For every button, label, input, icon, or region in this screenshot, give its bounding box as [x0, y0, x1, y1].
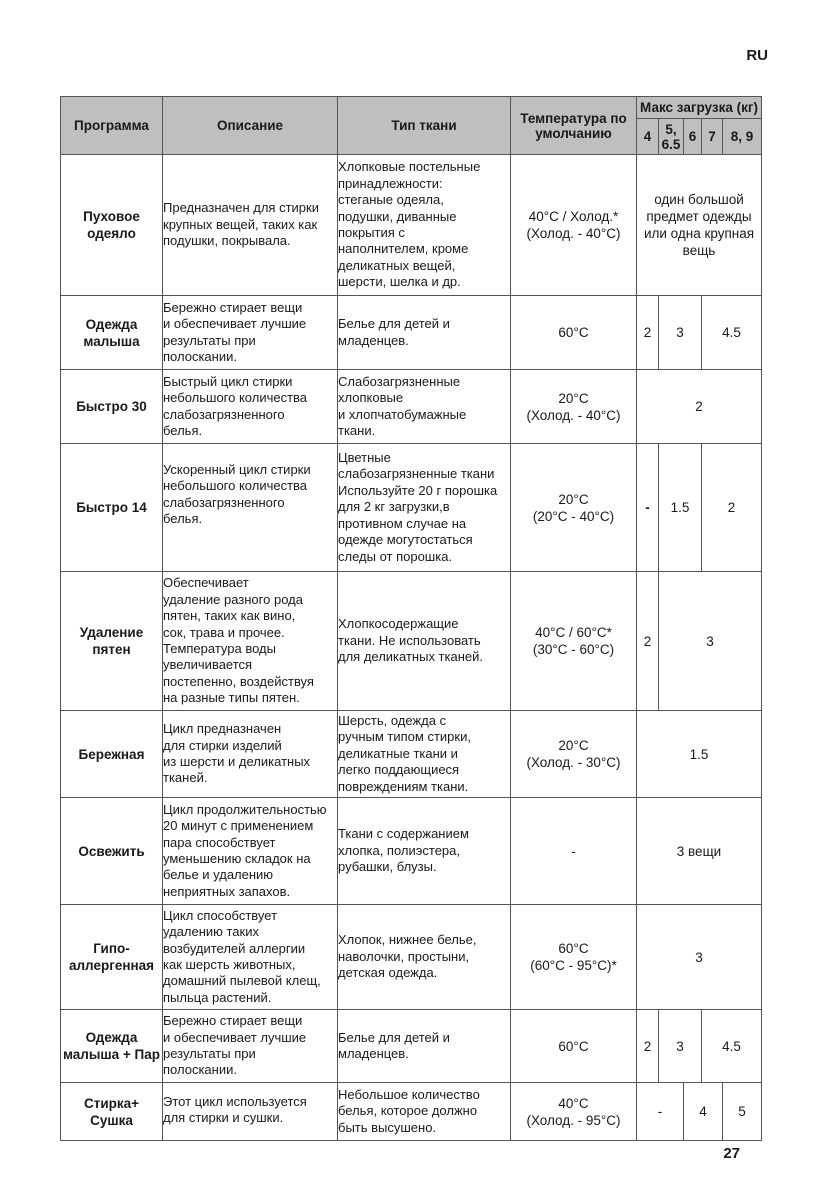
header-description: Описание — [163, 97, 338, 155]
default-temperature: 60°C (60°C - 95°C)* — [511, 905, 637, 1010]
header-load-8-9: 8, 9 — [723, 119, 762, 155]
max-load: 2 — [637, 1010, 659, 1083]
program-name: Пуховое одеяло — [61, 155, 163, 296]
max-load: - — [637, 1083, 684, 1141]
program-name: Удаление пятен — [61, 572, 163, 711]
program-name: Одежда малыша — [61, 296, 163, 370]
max-load: 1.5 — [637, 711, 762, 798]
fabric-type: Шерсть, одежда с ручным типом стирки, деликатные ткани и легко поддающиеся повреждениям ткани. — [338, 711, 511, 798]
default-temperature: 20°C (Холод. - 30°C) — [511, 711, 637, 798]
max-load: 2 — [637, 572, 659, 711]
header-load-4: 4 — [637, 119, 659, 155]
max-load: 3 вещи — [637, 798, 762, 905]
default-temperature: - — [511, 798, 637, 905]
program-description: Бережно стирает вещи и обеспечивает лучшие результаты при полоскании. — [163, 1010, 338, 1083]
program-description: Обеспечивает удаление разного рода пятен, таких как вино, сок, трава и прочее. Температура воды увеличивается постепенно, воздействуя на разные типы пятен. — [163, 572, 338, 711]
header-program: Программа — [61, 97, 163, 155]
program-description: Цикл продолжительностью 20 минут с применением пара способствует уменьшению складок на белье и удалению неприятных запахов. — [163, 798, 338, 905]
table-row — [61, 572, 762, 711]
header-load-6: 6 — [684, 119, 702, 155]
table-row — [61, 444, 762, 572]
fabric-type: Цветные слабозагрязненные ткани Используйте 20 г порошка для 2 кг загрузки,в противном случае на одежде могутостаться следы от порошка. — [338, 444, 511, 572]
max-load: 5 — [723, 1083, 762, 1141]
program-description: Бережно стирает вещи и обеспечивает лучшие результаты при полоскании. — [163, 296, 338, 370]
default-temperature: 40°C / Холод.* (Холод. - 40°C) — [511, 155, 637, 296]
default-temperature: 60°C — [511, 296, 637, 370]
max-load: 3 — [659, 572, 762, 711]
default-temperature: 60°C — [511, 1010, 637, 1083]
max-load: 4.5 — [702, 1010, 762, 1083]
fabric-type: Небольшое количество белья, которое должно быть высушено. — [338, 1083, 511, 1141]
max-load: 2 — [637, 296, 659, 370]
program-description: Цикл способствует удалению таких возбудителей аллергии как шерсть животных, домашний пылевой клещ, пыльца растений. — [163, 905, 338, 1010]
language-code: RU — [746, 47, 768, 64]
fabric-type: Хлопковые постельные принадлежности: стеганые одеяла, подушки, диванные покрытия с наполнителем, кроме деликатных вещей, шерсти, шелка и др. — [338, 155, 511, 296]
program-description: Цикл предназначен для стирки изделий из шерсти и деликатных тканей. — [163, 711, 338, 798]
program-name: Быстро 14 — [61, 444, 163, 572]
fabric-type: Хлопок, нижнее белье, наволочки, простыни, детская одежда. — [338, 905, 511, 1010]
max-load: 3 — [637, 905, 762, 1010]
max-load: один большой предмет одежды или одна крупная вещь — [637, 155, 762, 296]
program-name: Гипо- аллергенная — [61, 905, 163, 1010]
program-table — [60, 96, 762, 1141]
max-load: - — [637, 444, 659, 572]
header-max-load: Макс загрузка (кг) — [637, 97, 762, 119]
fabric-type: Слабозагрязненные хлопковые и хлопчатобумажные ткани. — [338, 370, 511, 444]
program-name: Стирка+ Сушка — [61, 1083, 163, 1141]
max-load: 1.5 — [659, 444, 702, 572]
header-load-7: 7 — [702, 119, 723, 155]
program-name: Одежда малыша + Пар — [61, 1010, 163, 1083]
table-row — [61, 798, 762, 905]
fabric-type: Белье для детей и младенцев. — [338, 1010, 511, 1083]
max-load: 2 — [637, 370, 762, 444]
default-temperature: 40°C / 60°C* (30°C - 60°C) — [511, 572, 637, 711]
program-name: Бережная — [61, 711, 163, 798]
default-temperature: 40°C (Холод. - 95°C) — [511, 1083, 637, 1141]
table-row — [61, 155, 762, 296]
max-load: 2 — [702, 444, 762, 572]
program-description: Быстрый цикл стирки небольшого количества слабозагрязненного белья. — [163, 370, 338, 444]
table-row — [61, 905, 762, 1010]
fabric-type: Белье для детей и младенцев. — [338, 296, 511, 370]
max-load: 4 — [684, 1083, 723, 1141]
program-description: Этот цикл используется для стирки и сушки. — [163, 1083, 338, 1141]
program-description: Предназначен для стирки крупных вещей, таких как подушки, покрывала. — [163, 155, 338, 296]
default-temperature: 20°C (Холод. - 40°C) — [511, 370, 637, 444]
table-row — [61, 296, 762, 370]
max-load: 4.5 — [702, 296, 762, 370]
page-number: 27 — [723, 1145, 740, 1162]
fabric-type: Ткани с содержанием хлопка, полиэстера, рубашки, блузы. — [338, 798, 511, 905]
header-fabric: Тип ткани — [338, 97, 511, 155]
header-load-5: 5, 6.5 — [659, 119, 684, 155]
program-description: Ускоренный цикл стирки небольшого количества слабозагрязненного белья. — [163, 444, 338, 572]
program-name: Быстро 30 — [61, 370, 163, 444]
table-row — [61, 1083, 762, 1141]
default-temperature: 20°C (20°C - 40°C) — [511, 444, 637, 572]
max-load: 3 — [659, 1010, 702, 1083]
fabric-type: Хлопкосодержащие ткани. Не использовать для деликатных тканей. — [338, 572, 511, 711]
table-row — [61, 370, 762, 444]
program-name: Освежить — [61, 798, 163, 905]
table-row — [61, 1010, 762, 1083]
table-row — [61, 711, 762, 798]
header-temperature: Температура по умолчанию — [511, 97, 637, 155]
max-load: 3 — [659, 296, 702, 370]
